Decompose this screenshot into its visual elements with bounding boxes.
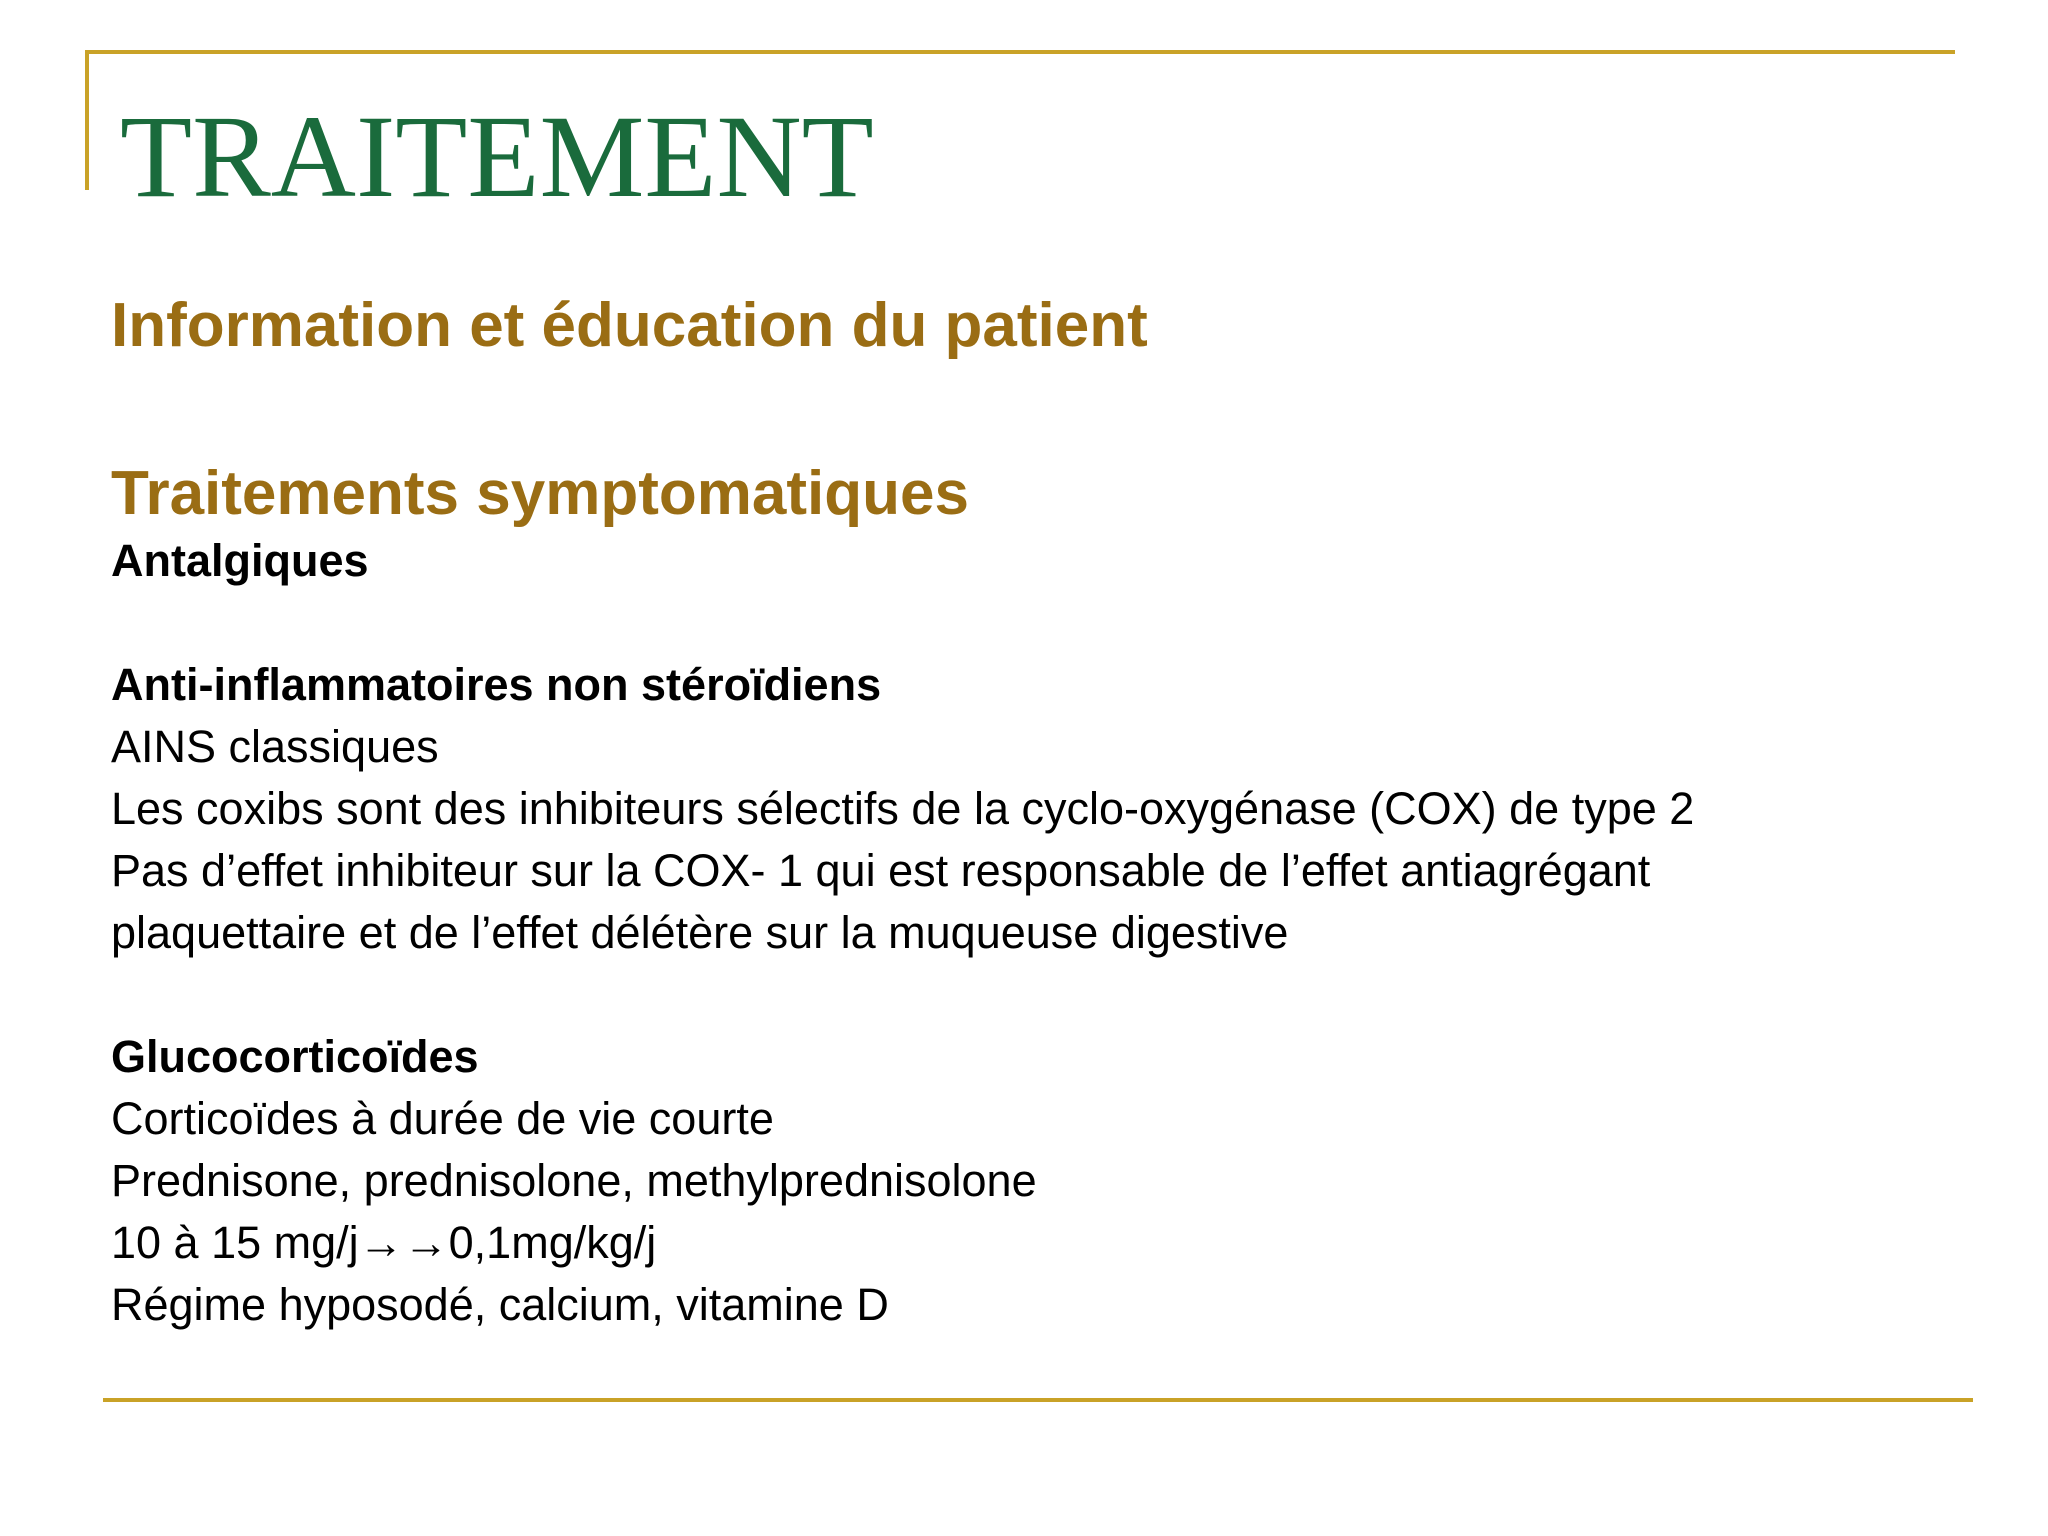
frame-bottom-rule <box>103 1398 1973 1402</box>
frame-left-rule <box>85 50 89 190</box>
ains-line: plaquettaire et de l’effet délétère sur la muqueuse digestive <box>111 907 1289 958</box>
spacer <box>111 592 1991 654</box>
glucocorticoides-line: 10 à 15 mg/j→→0,1mg/kg/j <box>111 1217 657 1268</box>
slide-content <box>111 290 1991 1336</box>
ains-line: Les coxibs sont des inhibiteurs sélectifs de la cyclo-oxygénase (COX) de type 2 <box>111 783 1695 834</box>
section-information-heading: Information et éducation du patient <box>111 291 1148 360</box>
ains-line: AINS classiques <box>111 721 439 772</box>
spacer <box>111 964 1991 1026</box>
ains-line: Pas d’effet inhibiteur sur la COX- 1 qui est responsable de l’effet antiagrégant <box>111 845 1651 896</box>
ains-heading: Anti-inflammatoires non stéroïdiens <box>111 659 882 710</box>
section-symptomatic-heading: Traitements symptomatiques <box>111 459 969 528</box>
spacer <box>111 362 1991 458</box>
frame-top-rule <box>85 50 1955 54</box>
glucocorticoides-line: Corticoïdes à durée de vie courte <box>111 1093 774 1144</box>
slide-title: TRAITEMENT <box>120 91 874 222</box>
antalgiques-heading: Antalgiques <box>111 535 369 586</box>
glucocorticoides-line: Régime hyposodé, calcium, vitamine D <box>111 1279 889 1330</box>
glucocorticoides-line: Prednisone, prednisolone, methylprednisolone <box>111 1155 1037 1206</box>
glucocorticoides-heading: Glucocorticoïdes <box>111 1031 479 1082</box>
